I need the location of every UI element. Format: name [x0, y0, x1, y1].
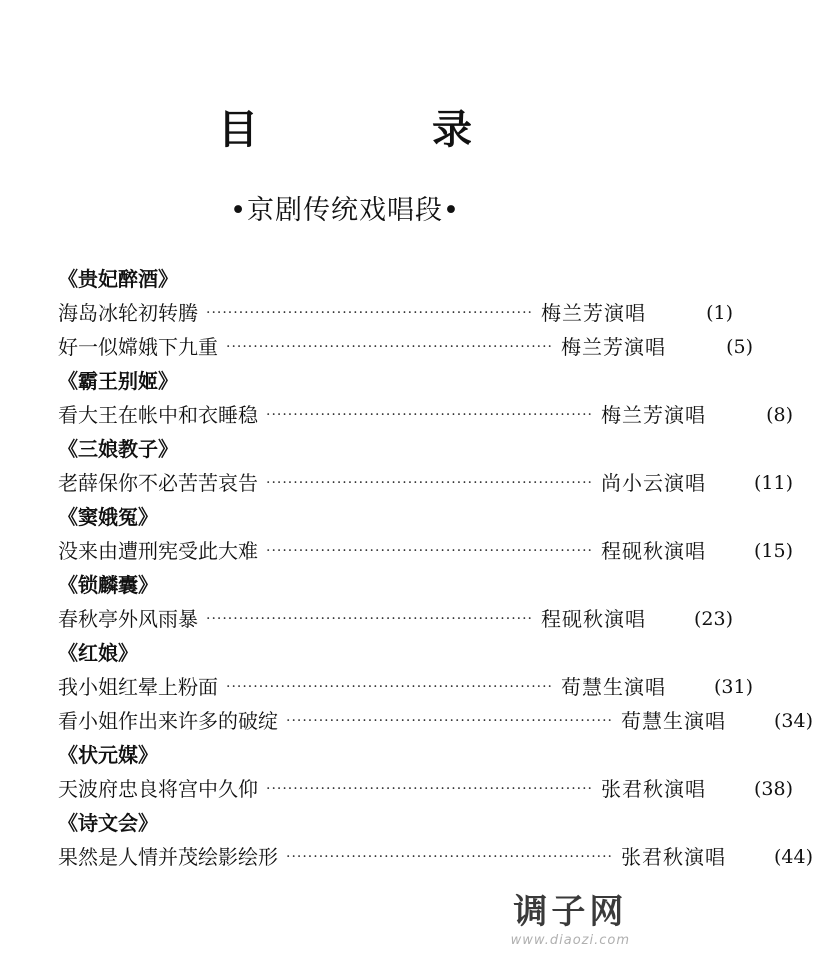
song-title: 海岛冰轮初转腾 — [58, 301, 198, 325]
singer: 程砚秋演唱 — [541, 607, 647, 631]
dot-leader: ···························································· — [226, 339, 554, 355]
page-number: (8) — [766, 404, 794, 426]
page-number: (11) — [754, 472, 794, 494]
page-number: (31) — [714, 676, 754, 698]
opera-title: 《状元媒》 — [58, 743, 158, 767]
opera-title: 《霸王别姬》 — [58, 369, 178, 393]
dot-leader: ···························································· — [286, 849, 614, 865]
toc-group — [58, 636, 813, 738]
toc-group — [58, 262, 754, 364]
toc-entry — [58, 330, 754, 364]
toc-group — [58, 500, 794, 568]
toc-group — [58, 364, 794, 432]
singer: 梅兰芳演唱 — [601, 403, 707, 427]
singer: 荀慧生演唱 — [621, 709, 727, 733]
watermark — [511, 884, 630, 948]
page-title: 目 录 — [218, 107, 552, 153]
song-title: 老薛保你不必苦苦哀告 — [58, 471, 258, 495]
dot-leader: ···························································· — [266, 475, 594, 491]
singer: 张君秋演唱 — [621, 845, 727, 869]
song-title: 春秋亭外风雨暴 — [58, 607, 198, 631]
dot-leader: ···························································· — [206, 305, 534, 321]
page-number: (34) — [774, 710, 813, 732]
song-title: 好一似嫦娥下九重 — [58, 335, 218, 359]
singer: 荀慧生演唱 — [561, 675, 667, 699]
page-number: (23) — [694, 608, 734, 630]
toc-group — [58, 806, 813, 874]
opera-title: 《三娘教子》 — [58, 437, 178, 461]
toc-entry — [58, 466, 794, 500]
song-title: 我小姐红晕上粉面 — [58, 675, 218, 699]
singer: 尚小云演唱 — [601, 471, 707, 495]
opera-title: 《锁麟囊》 — [58, 573, 158, 597]
page-number: (38) — [754, 778, 794, 800]
song-title: 天波府忠良将宫中久仰 — [58, 777, 258, 801]
toc-entry — [58, 602, 734, 636]
toc-entry — [58, 296, 734, 330]
song-title: 果然是人情并茂绘影绘形 — [58, 845, 278, 869]
toc-entry — [58, 840, 813, 874]
opera-title: 《窦娥冤》 — [58, 505, 158, 529]
singer: 梅兰芳演唱 — [561, 335, 667, 359]
section-title: •京剧传统戏唱段• — [230, 195, 460, 226]
dot-leader: ···························································· — [266, 781, 594, 797]
singer: 张君秋演唱 — [601, 777, 707, 801]
table-of-contents — [58, 262, 813, 874]
page-number: (5) — [726, 336, 754, 358]
song-title: 看大王在帐中和衣睡稳 — [58, 403, 258, 427]
watermark-brand: 调子网 — [513, 892, 628, 932]
opera-title: 《诗文会》 — [58, 811, 158, 835]
song-title: 没来由遭刑宪受此大难 — [58, 539, 258, 563]
song-title: 看小姐作出来许多的破绽 — [58, 709, 278, 733]
toc-group — [58, 568, 734, 636]
toc-entry — [58, 704, 813, 738]
singer: 程砚秋演唱 — [601, 539, 707, 563]
toc-group — [58, 432, 794, 500]
opera-title: 《红娘》 — [58, 641, 138, 665]
toc-group — [58, 738, 794, 806]
toc-entry — [58, 772, 794, 806]
page-number: (15) — [754, 540, 794, 562]
page-number: (44) — [774, 846, 813, 868]
dot-leader: ···························································· — [286, 713, 614, 729]
toc-entry — [58, 670, 754, 704]
opera-title: 《贵妃醉酒》 — [58, 267, 178, 291]
dot-leader: ···························································· — [226, 679, 554, 695]
toc-entry — [58, 534, 794, 568]
watermark-url: www.diaozi.com — [510, 933, 630, 948]
singer: 梅兰芳演唱 — [541, 301, 647, 325]
toc-entry — [58, 398, 794, 432]
page-number: (1) — [706, 302, 734, 324]
dot-leader: ···························································· — [266, 407, 594, 423]
dot-leader: ···························································· — [206, 611, 534, 627]
dot-leader: ···························································· — [266, 543, 594, 559]
